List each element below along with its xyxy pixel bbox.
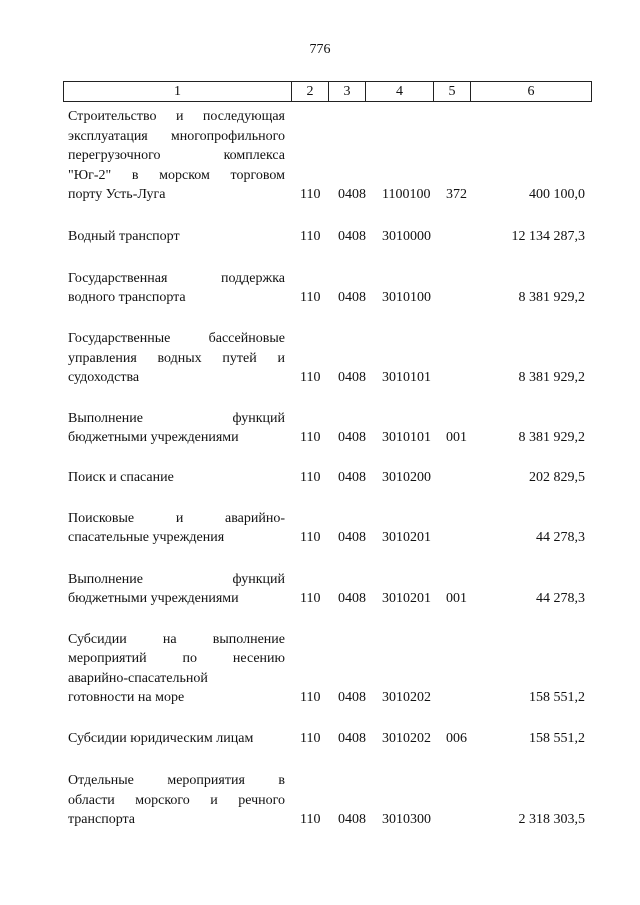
section-code: 0408 xyxy=(338,690,366,705)
ministry-code: 110 xyxy=(300,370,321,385)
row-description-line: бюджетными учреждениями xyxy=(68,591,239,606)
row-description-line: Субсидии на выполнение xyxy=(68,631,285,647)
section-code: 0408 xyxy=(338,530,366,545)
column-header-6: 6 xyxy=(471,82,592,102)
target-article-code: 1100100 xyxy=(382,187,431,202)
row-description xyxy=(68,729,285,749)
column-header-3: 3 xyxy=(329,82,366,102)
row-description-line: управления водных путей и xyxy=(68,350,285,366)
section-code: 0408 xyxy=(338,187,366,202)
row-description-line: перегрузочного комплекса xyxy=(68,148,285,163)
section-code: 0408 xyxy=(338,290,366,305)
expense-type-code: 001 xyxy=(446,430,467,445)
row-description-line: аварийно-спасательной xyxy=(68,670,208,686)
row-description-line: Водный транспорт xyxy=(68,229,180,244)
target-article-code: 3010101 xyxy=(382,370,431,385)
ministry-code: 110 xyxy=(300,690,321,705)
expense-type-code: 372 xyxy=(446,187,467,202)
target-article-code: 3010200 xyxy=(382,470,431,485)
target-article-code: 3010202 xyxy=(382,731,431,746)
expense-type-code: 001 xyxy=(446,591,467,606)
row-description-line: судоходства xyxy=(68,370,140,385)
amount: 400 100,0 xyxy=(529,187,585,202)
row-description-line: транспорта xyxy=(68,812,136,827)
row-description xyxy=(68,468,285,488)
target-article-code: 3010201 xyxy=(382,591,431,606)
row-description-line: Выполнение функций xyxy=(68,410,285,426)
target-article-code: 3010100 xyxy=(382,290,431,305)
row-description xyxy=(68,771,285,830)
row-description xyxy=(68,107,285,205)
row-description-line: Отдельные мероприятия в xyxy=(68,773,285,788)
amount: 8 381 929,2 xyxy=(518,370,585,385)
row-description-line: Выполнение функций xyxy=(68,571,285,587)
amount: 158 551,2 xyxy=(529,690,585,705)
row-description xyxy=(68,329,285,388)
row-description-line: порту Усть-Луга xyxy=(68,187,166,202)
row-description xyxy=(68,630,285,708)
amount: 158 551,2 xyxy=(529,731,585,746)
row-description-line: области морского и речного xyxy=(68,792,285,808)
amount: 44 278,3 xyxy=(536,530,585,545)
target-article-code: 3010300 xyxy=(382,812,431,827)
row-description-line: водного транспорта xyxy=(68,290,186,305)
section-code: 0408 xyxy=(338,812,366,827)
target-article-code: 3010202 xyxy=(382,690,431,705)
row-description xyxy=(68,509,285,548)
amount: 44 278,3 xyxy=(536,591,585,606)
section-code: 0408 xyxy=(338,370,366,385)
column-header-table xyxy=(63,81,592,102)
row-description-line: готовности на море xyxy=(68,690,185,705)
section-code: 0408 xyxy=(338,731,366,746)
row-description-line: "Юг-2" в морском торговом xyxy=(68,167,285,183)
row-description xyxy=(68,570,285,609)
column-header-1: 1 xyxy=(64,82,292,102)
target-article-code: 3010000 xyxy=(382,229,431,244)
row-description xyxy=(68,409,285,448)
target-article-code: 3010101 xyxy=(382,430,431,445)
column-header-2: 2 xyxy=(292,82,329,102)
amount: 8 381 929,2 xyxy=(518,430,585,445)
ministry-code: 110 xyxy=(300,229,321,244)
ministry-code: 110 xyxy=(300,812,321,827)
page-number: 776 xyxy=(309,42,331,57)
row-description xyxy=(68,227,285,247)
ministry-code: 110 xyxy=(300,731,321,746)
column-header-row xyxy=(64,82,592,102)
section-code: 0408 xyxy=(338,430,366,445)
row-description xyxy=(68,269,285,308)
column-header-4: 4 xyxy=(366,82,434,102)
expense-type-code: 006 xyxy=(446,731,467,746)
row-description-line: мероприятий по несению xyxy=(68,651,285,666)
row-description-line: Субсидии юридическим лицам xyxy=(68,731,254,746)
row-description-line: Строительство и последующая xyxy=(68,109,285,124)
row-description-line: Государственная поддержка xyxy=(68,270,285,286)
amount: 12 134 287,3 xyxy=(511,229,585,244)
target-article-code: 3010201 xyxy=(382,530,431,545)
ministry-code: 110 xyxy=(300,430,321,445)
section-code: 0408 xyxy=(338,591,366,606)
row-description-line: Государственные бассейновые xyxy=(68,331,285,346)
section-code: 0408 xyxy=(338,470,366,485)
amount: 2 318 303,5 xyxy=(518,812,585,827)
row-description-line: Поисковые и аварийно- xyxy=(68,510,285,526)
ministry-code: 110 xyxy=(300,187,321,202)
row-description-line: эксплуатация многопрофильного xyxy=(68,128,285,144)
amount: 202 829,5 xyxy=(529,470,585,485)
section-code: 0408 xyxy=(338,229,366,244)
column-header-5: 5 xyxy=(434,82,471,102)
ministry-code: 110 xyxy=(300,470,321,485)
amount: 8 381 929,2 xyxy=(518,290,585,305)
row-description-line: спасательные учреждения xyxy=(68,530,225,545)
row-description-line: бюджетными учреждениями xyxy=(68,430,239,445)
row-description-line: Поиск и спасание xyxy=(68,470,174,485)
ministry-code: 110 xyxy=(300,530,321,545)
ministry-code: 110 xyxy=(300,290,321,305)
ministry-code: 110 xyxy=(300,591,321,606)
